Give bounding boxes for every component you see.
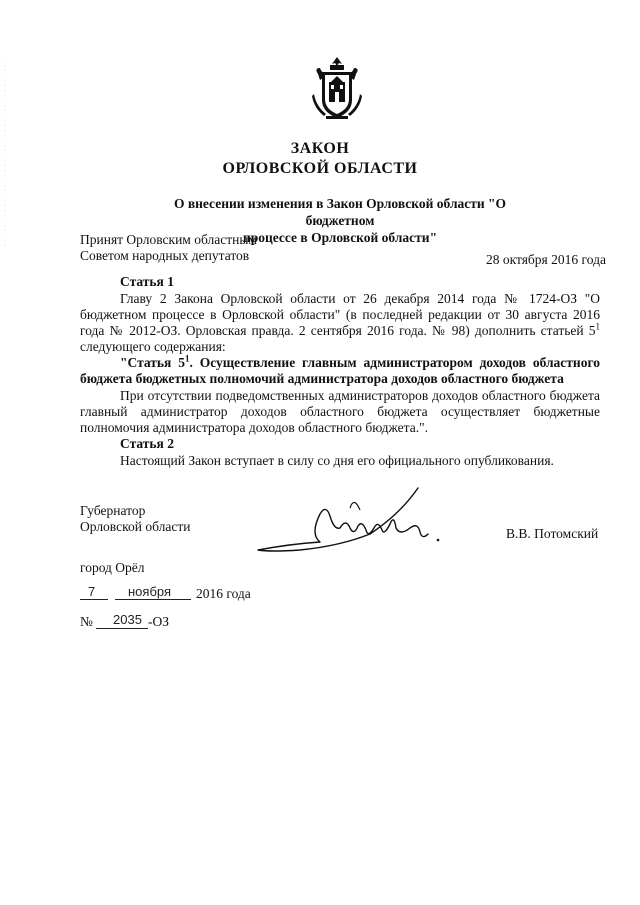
article-1-superscript: 1 <box>595 321 600 332</box>
scan-margin-marks <box>4 0 6 905</box>
article-1-paragraph-2: При отсутствии подведомственных администраторов доходов областного бюджета главный администратор доходов областного бюджета осуществляет бюджетные полномочия администратора доходов областного бюджета.". <box>80 388 600 435</box>
subtitle-line-1: О внесении изменения в Закон Орловской области "О бюджетном <box>173 196 507 228</box>
article-5-1-superscript: 1 <box>184 353 190 364</box>
law-number: 2035 <box>113 612 142 627</box>
article-1-text: Главу 2 Закона Орловской области от 26 декабря 2014 года № 1724-ОЗ "О бюджетном процессе в Орловской области" (в последней редакции от 30 августа 2016 года № 2012-ОЗ. Орловская правда. 2 сентября 2016 года. № 98) дополнить статьей 5 <box>80 291 600 338</box>
region-title: ОРЛОВСКОЙ ОБЛАСТИ <box>222 160 418 177</box>
article-2-heading: Статья 2 <box>120 436 174 451</box>
article-2-paragraph: Настоящий Закон вступает в силу со дня его официального опубликования. <box>120 453 554 468</box>
day-underline <box>80 599 108 600</box>
handwritten-signature <box>250 484 450 564</box>
law-title: ЗАКОН <box>290 140 350 157</box>
article-1-text-tail: следующего содержания: <box>80 339 226 354</box>
article-5-1-rest: . Осуществление главным администратором доходов областного бюджета бюджетных полномочий администратора доходов областного бюджета <box>80 355 600 386</box>
article-1-paragraph-1 <box>80 291 600 355</box>
city: город Орёл <box>80 560 145 575</box>
month-underline <box>115 599 191 600</box>
coat-of-arms-icon <box>312 54 362 122</box>
article-5-1-title <box>80 355 600 387</box>
governor-title-line-1: Губернатор <box>80 503 146 518</box>
subtitle-line-2: процессе в Орловской области" <box>242 230 438 245</box>
adoption-date: 28 октября 2016 года <box>486 252 606 267</box>
governor-name: В.В. Потомский <box>506 526 599 541</box>
signing-year: 2016 года <box>196 586 251 601</box>
article-5-1-prefix: "Статья 5 <box>120 355 185 370</box>
number-sign: № <box>80 614 93 629</box>
adoption-line-1: Принят Орловским областным <box>80 232 257 247</box>
signing-month: ноября <box>128 584 172 599</box>
law-number-suffix: -ОЗ <box>148 614 170 629</box>
article-1-heading: Статья 1 <box>120 274 174 289</box>
adoption-line-2: Советом народных депутатов <box>80 248 250 263</box>
governor-title-line-2: Орловской области <box>80 519 191 534</box>
number-underline <box>96 628 148 629</box>
signing-day: 7 <box>88 584 96 599</box>
